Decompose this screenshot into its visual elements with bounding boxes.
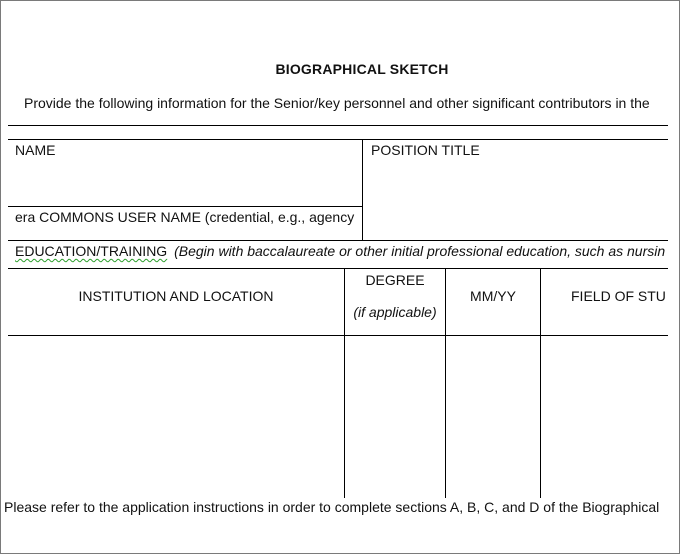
header-field: FIELD OF STU [571, 288, 666, 304]
rule-top [8, 125, 668, 126]
rule-name-bottom [8, 206, 363, 207]
document-title: BIOGRAPHICAL SKETCH [275, 61, 449, 77]
institution-entry-cell[interactable] [9, 336, 344, 498]
degree-entry-cell[interactable] [345, 336, 445, 498]
name-label: NAME [15, 142, 56, 158]
era-commons-label: era COMMONS USER NAME (credential, e.g., agency [15, 209, 355, 225]
name-field[interactable] [9, 161, 362, 205]
position-title-label: POSITION TITLE [371, 142, 480, 158]
rule-name-top [8, 139, 668, 140]
position-title-field[interactable] [363, 161, 668, 239]
header-institution: INSTITUTION AND LOCATION [78, 288, 274, 304]
education-label: EDUCATION/TRAINING [15, 243, 168, 259]
field-entry-cell[interactable] [541, 336, 668, 498]
header-mmyy: MM/YY [470, 288, 516, 304]
rule-education-top [8, 240, 668, 241]
header-degree: DEGREE [365, 272, 425, 288]
header-degree-note: (if applicable) [353, 304, 437, 320]
intro-text: Provide the following information for the Senior/key personnel and other significant contributors in the [24, 95, 650, 111]
table-top-rule [8, 268, 668, 269]
education-line [15, 243, 665, 259]
footer-note: Please refer to the application instructions in order to complete sections A, B, C, and D of the Biographical [4, 499, 660, 515]
education-instructions: (Begin with baccalaureate or other initial professional education, such as nursin [174, 243, 666, 259]
mmyy-entry-cell[interactable] [446, 336, 540, 498]
